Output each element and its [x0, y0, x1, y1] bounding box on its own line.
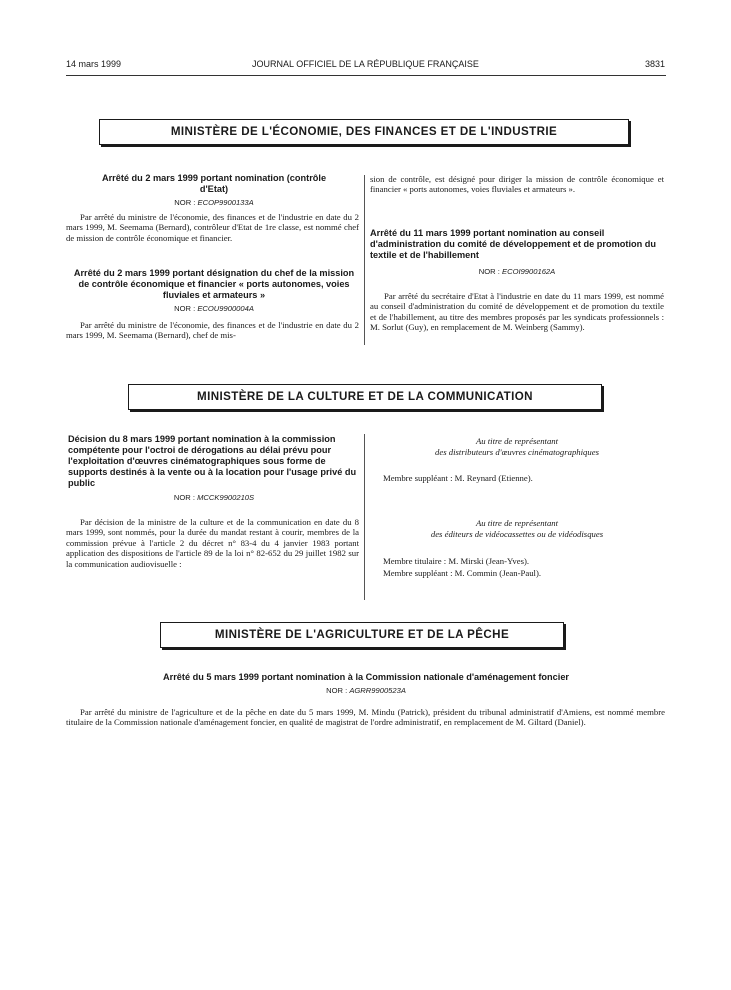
- article-title: Arrêté du 11 mars 1999 portant nomination au conseil d'administration du comité de développement et de promotion du textile et de l'habillement: [370, 228, 656, 260]
- nor-label: NOR :: [174, 304, 196, 313]
- article-body: Par arrêté du ministre de l'économie, des finances et de l'industrie en date du 2 mars 1999, M. Seemama (Bernard), contrôleur d'Etat de 1re classe, est nommé chef de mission de contrôle économique et financier.: [66, 212, 359, 243]
- nor-code: ECOP9900133A: [197, 198, 254, 207]
- article-body: Par arrêté du ministre de l'économie, des finances et de l'industrie en date du 2 mars 1999, M. Seemama (Bernard), chef de mis-: [66, 320, 359, 341]
- nor-label: NOR :: [173, 493, 195, 502]
- nor-reference: [66, 304, 362, 313]
- representation-heading: des distributeurs d'œuvres cinématographiques: [435, 447, 599, 457]
- header-rule: [66, 75, 666, 76]
- nor-reference: [66, 198, 362, 207]
- header-journal-title: JOURNAL OFFICIEL DE LA RÉPUBLIQUE FRANÇAISE: [252, 59, 479, 69]
- ministry-heading-economie: MINISTÈRE DE L'ÉCONOMIE, DES FINANCES ET DE L'INDUSTRIE: [99, 119, 629, 145]
- nor-label: NOR :: [478, 267, 500, 276]
- representation-heading: Au titre de représentant: [475, 436, 559, 446]
- article-title: Arrêté du 2 mars 1999 portant nomination (contrôle d'Etat): [101, 173, 327, 194]
- nor-label: NOR :: [174, 198, 196, 207]
- nor-reference: [66, 493, 362, 502]
- decision-title: Décision du 8 mars 1999 portant nomination à la commission compétente pour l'octroi de dérogations au délai prévu pour l'exploitation d'œuvres cinématographiques sous forme de supports destinés à la vente ou à la location pour l'usage privé du public: [68, 434, 357, 488]
- nor-code: AGRR9900523A: [349, 686, 406, 695]
- representation-heading: des éditeurs de vidéocassettes ou de vidéodisques: [430, 529, 604, 539]
- column-divider: [364, 434, 365, 600]
- nor-reference: [66, 686, 666, 695]
- member-entry: Membre titulaire : M. Mirski (Jean-Yves).: [383, 556, 530, 566]
- ministry-heading-agriculture: MINISTÈRE DE L'AGRICULTURE ET DE LA PÊCHE: [160, 622, 564, 648]
- nor-code: MCCK9900210S: [197, 493, 255, 502]
- ministry-heading-culture: MINISTÈRE DE LA CULTURE ET DE LA COMMUNICATION: [128, 384, 602, 410]
- article-title: Arrêté du 2 mars 1999 portant désignation du chef de la mission de contrôle économique et financier « ports autonomes, voies fluviales et armateurs »: [73, 268, 355, 300]
- representation-heading: Au titre de représentant: [475, 518, 559, 528]
- decision-body: Par décision de la ministre de la culture et de la communication en date du 8 mars 1999, sont nommés, pour la durée du mandat restant à courir, membres de la commission prévue à l'article 2 du décret n° 83-4 du 4 janvier 1983 portant application des dispositions de l'article 89 de la loi n° 82-652 du 29 juillet 1982 sur la communication audiovisuelle :: [66, 517, 359, 569]
- header-page-number: 3831: [644, 59, 665, 69]
- nor-label: NOR :: [326, 686, 348, 695]
- article-body: Par arrêté du ministre de l'agriculture et de la pêche en date du 5 mars 1999, M. Mindu (Patrick), président du tribunal administratif d'Amiens, est nommé membre titulaire de la Commission nationale d'aménagement foncier, en qualité de magistrat de l'ordre administratif, en remplacement de M. Giltard (Daniel).: [66, 707, 665, 728]
- article-body-continuation: sion de contrôle, est désigné pour diriger la mission de contrôle économique et financier « ports autonomes, voies fluviales et armateurs ».: [370, 174, 664, 195]
- nor-code: ECOI9900162A: [502, 267, 556, 276]
- nor-reference: [370, 267, 664, 276]
- column-divider: [364, 175, 365, 345]
- member-entry: Membre suppléant : M. Commin (Jean-Paul).: [383, 568, 542, 578]
- article-body: Par arrêté du secrétaire d'Etat à l'industrie en date du 11 mars 1999, est nommé au conseil d'administration du comité de développement et de promotion du textile et de l'habillement, au titre des membres proposés par les syndicats professionnels : M. Sorlut (Guy), en remplacement de M. Weinberg (Sammy).: [370, 291, 664, 333]
- member-entry: Membre suppléant : M. Reynard (Etienne).: [383, 473, 533, 483]
- article-title: Arrêté du 5 mars 1999 portant nomination à la Commission nationale d'aménagement foncier: [162, 672, 570, 682]
- header-date: 14 mars 1999: [66, 59, 122, 69]
- nor-code: ECOU9900004A: [197, 304, 254, 313]
